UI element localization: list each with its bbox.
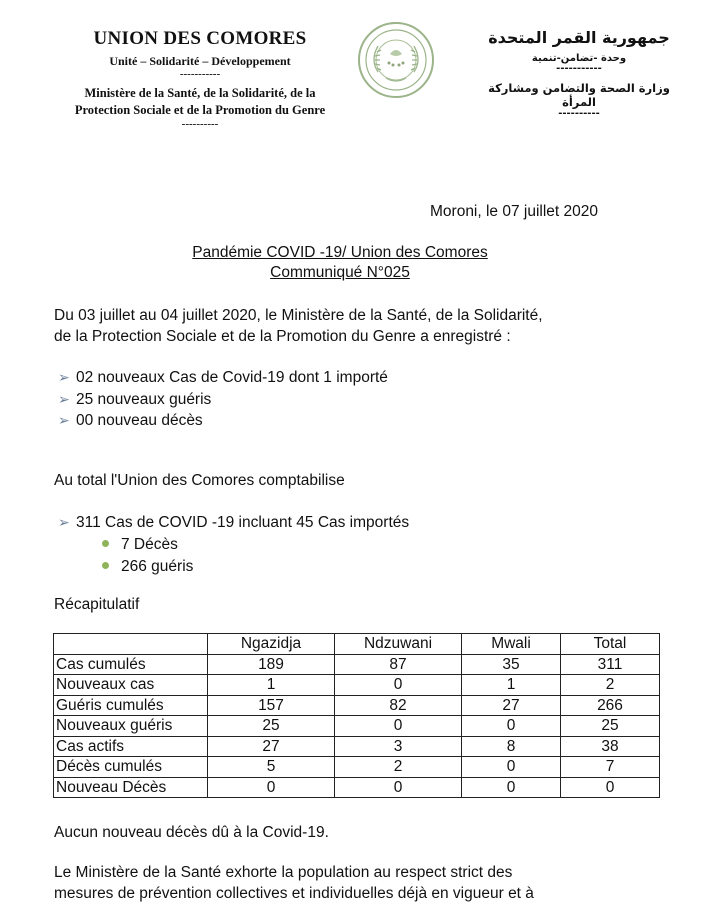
recap-table [53,633,660,798]
intro-line-1: Du 03 juillet au 04 juillet 2020, le Ministère de la Santé, de la Solidarité, [54,307,543,324]
total-intro: Au total l'Union des Comores comptabilise [54,472,345,489]
table-cell: 35 [462,654,561,675]
ministry-arabic: وزارة الصحة والتضامن ومشاركة المرأة [488,81,670,109]
table-cell: 0 [335,675,462,696]
country-name-arabic: جمهورية القمر المتحدة [488,28,670,47]
table-cell: 38 [561,736,660,757]
table-cell: 1 [462,675,561,696]
table-cell: 0 [561,777,660,798]
dot-bullet-icon [102,562,109,569]
table-cell: 0 [462,757,561,778]
separator: ----------- [179,68,221,80]
closing-line-1: Le Ministère de la Santé exhorte la population au respect strict des [54,864,513,881]
table-cell: 311 [561,654,660,675]
list-item-text: 25 nouveaux guéris [76,391,212,408]
table-header: Ngazidja [208,634,335,655]
table-cell: 0 [208,777,335,798]
table-cell: 1 [208,675,335,696]
header-right [470,28,688,118]
intro-paragraph [54,305,654,347]
table-cell: Guéris cumulés [54,695,208,716]
table-cell: 27 [208,736,335,757]
table-cell: 0 [462,777,561,798]
sub-list-item [102,556,193,577]
table-cell: 27 [462,695,561,716]
table-cell: Cas actifs [54,736,208,757]
document-date: Moroni, le 07 juillet 2020 [430,203,599,220]
country-name: UNION DES COMORES [93,28,307,49]
table-cell: 189 [208,654,335,675]
table-header-row [54,634,660,655]
list-item-text: 02 nouveaux Cas de Covid-19 dont 1 importé [76,369,388,386]
sub-list-item-text: 266 guéris [121,558,194,575]
recap-label: Récapitulatif [54,596,140,613]
table-cell: 87 [335,654,462,675]
table-cell: 25 [561,716,660,737]
list-item [58,367,388,388]
arrow-bullet-icon: ➢ [58,369,70,385]
table-cell: Nouveaux guéris [54,716,208,737]
arrow-bullet-icon: ➢ [58,514,70,530]
table-cell: 82 [335,695,462,716]
table-cell: 2 [561,675,660,696]
table-row [54,736,660,757]
sub-list-item [102,534,178,555]
table-cell: 8 [462,736,561,757]
table-row [54,757,660,778]
intro-line-2: de la Protection Sociale et de la Promotion du Genre a enregistré : [54,328,511,345]
separator: ---------- [181,118,219,130]
list-item [58,389,211,410]
table-cell: 2 [335,757,462,778]
table-row [54,675,660,696]
list-item-text: 311 Cas de COVID -19 incluant 45 Cas importés [76,514,410,531]
table-cell: 25 [208,716,335,737]
table-cell: 157 [208,695,335,716]
table-header: Mwali [462,634,561,655]
separator: ----------- [556,63,602,74]
arrow-bullet-icon: ➢ [58,412,70,428]
table-header: Ndzuwani [335,634,462,655]
header-left [30,28,370,129]
list-item [58,410,203,431]
table-header: Total [561,634,660,655]
table-cell: Nouveaux cas [54,675,208,696]
table-header [54,634,208,655]
title-line-1: Pandémie COVID -19/ Union des Comores [192,244,488,261]
table-row [54,777,660,798]
title-line-2: Communiqué N°025 [270,264,410,281]
national-motto-arabic: وحدة -تضامن-تنمية [531,53,627,64]
table-cell: 7 [561,757,660,778]
sub-list-item-text: 7 Décès [121,536,178,553]
list-item-text: 00 nouveau décès [76,412,203,429]
table-cell: 5 [208,757,335,778]
national-motto: Unité – Solidarité – Développement [109,54,291,68]
no-death-notice: Aucun nouveau décès dû à la Covid-19. [54,824,329,841]
national-seal-icon [356,20,436,100]
table-cell: 0 [335,716,462,737]
document-title [170,243,510,283]
separator: ---------- [558,108,600,119]
table-cell: 0 [335,777,462,798]
arrow-bullet-icon: ➢ [58,391,70,407]
closing-line-2: mesures de prévention collectives et individuelles déjà en vigueur et à [54,885,534,902]
table-cell: 3 [335,736,462,757]
table-row [54,716,660,737]
table-cell: Cas cumulés [54,654,208,675]
table-row [54,695,660,716]
list-item [58,512,409,533]
table-row [54,654,660,675]
dot-bullet-icon [102,540,109,547]
table-cell: 266 [561,695,660,716]
ministry-line-1: Ministère de la Santé, de la Solidarité, de la [84,86,316,100]
table-cell: Nouveau Décès [54,777,208,798]
table-cell: 0 [462,716,561,737]
table-cell: Décès cumulés [54,757,208,778]
ministry-line-2: Protection Sociale et de la Promotion du Genre [74,103,326,117]
